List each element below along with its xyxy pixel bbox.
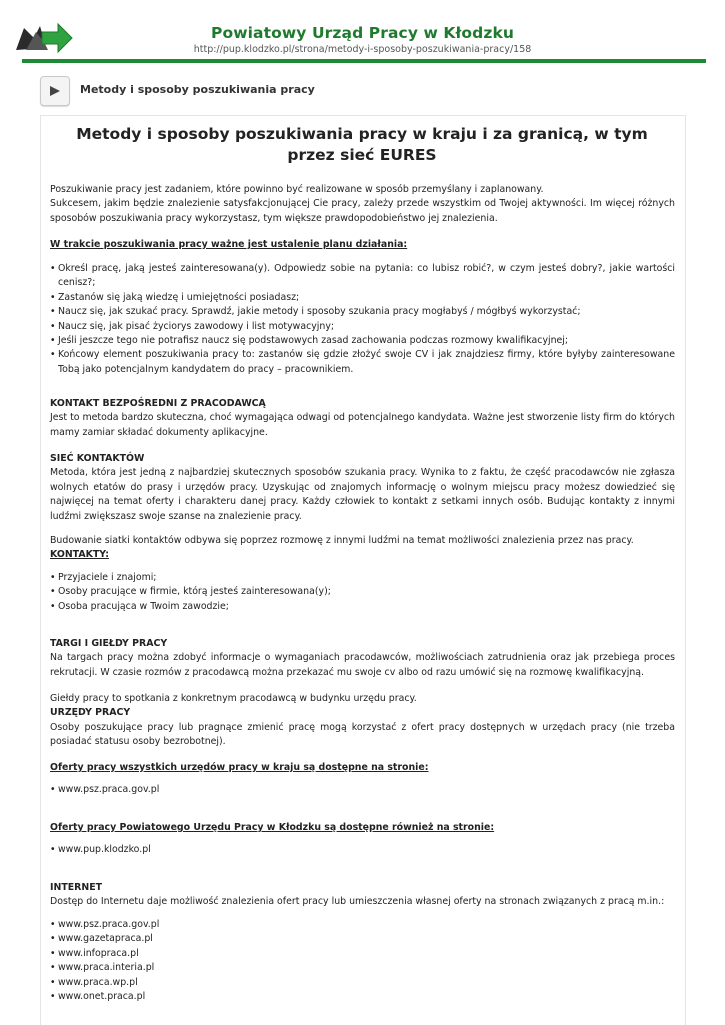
- list-item: • Naucz się, jak szukać pracy. Sprawdź, jakie metody i sposoby szukania pracy mogłabyś / mógłbyś wykorzystać;: [50, 305, 675, 319]
- header-divider: [22, 59, 706, 63]
- intro-section: [50, 183, 675, 226]
- section-paragraph: Metoda, która jest jedną z najbardziej skutecznych sposobów szukania pracy. Wynika to z faktu, że część pracodawców nie zgłasza wolnych etatów do prasy i urzędów pracy. Uzyskując od znajomych informację o wolnym miejscu pracy możesz dowiedzieć się najwięcej na temat oferty i charakteru danej pracy. Każdy człowiek to kontakt z setkami innych osób. Budując kontakty z innymi ludźmi zwiększasz swoje szanse na znalezienie pracy.: [50, 467, 675, 522]
- contacts-heading: KONTAKTY:: [50, 549, 109, 561]
- section-paragraph: Giełdy pracy to spotkania z konkretnym pracodawcą w budynku urzędu pracy.: [50, 693, 417, 704]
- all-offers-list: [50, 783, 675, 797]
- breadcrumb-title: Metody i sposoby poszukiwania pracy: [80, 83, 315, 96]
- plan-section: [50, 238, 675, 252]
- internet-section: [50, 881, 675, 910]
- section-heading: TARGI I GIEŁDY PRACY: [50, 638, 168, 649]
- local-offers-list: [50, 843, 675, 857]
- job-fairs-section: [50, 637, 675, 680]
- direct-contact-section: [50, 397, 675, 440]
- section-paragraph: Dostęp do Internetu daje możliwość znalezienia ofert pracy lub umieszczenia własnej oferty na stronach związanych z pracą m.in.:: [50, 896, 665, 908]
- article-title: Metody i sposoby poszukiwania pracy w kraju i za granicą, w tym przez sieć EURES: [76, 125, 648, 164]
- link-item[interactable]: • www.infopraca.pl: [50, 947, 675, 961]
- list-item: • Zastanów się jaką wiedzę i umiejętności posiadasz;: [50, 291, 675, 305]
- link-item[interactable]: • www.gazetapraca.pl: [50, 932, 675, 946]
- intro-paragraph: Sukcesem, jakim będzie znalezienie satysfakcjonującej Cie pracy, zależy przede wszystkim od Twojej aktywności. Im więcej różnych sposobów poszukiwania pracy wykorzystasz, tym większe prawdopodobieństwo jej znalezienia.: [50, 198, 675, 224]
- section-heading: URZĘDY PRACY: [50, 707, 131, 719]
- link-item[interactable]: • www.psz.praca.gov.pl: [50, 918, 675, 932]
- local-offers-section: [50, 821, 675, 835]
- link-item[interactable]: • www.pup.klodzko.pl: [50, 843, 675, 857]
- link-item[interactable]: • www.praca.interia.pl: [50, 961, 675, 975]
- internet-links-list: [50, 918, 675, 1004]
- network-contacts-section: [50, 534, 675, 563]
- breadcrumb-arrow-button[interactable]: [40, 76, 70, 106]
- link-item[interactable]: • www.praca.wp.pl: [50, 976, 675, 990]
- list-item: • Określ pracę, jaką jesteś zainteresowana(y). Odpowiedz sobie na pytania: co lubisz robić?, w czym jesteś dobry?, jakie wartości cenisz?;: [50, 262, 675, 291]
- list-item: • Przyjaciele i znajomi;: [50, 571, 675, 585]
- network-section: [50, 452, 675, 524]
- section-paragraph: Budowanie siatki kontaktów odbywa się poprzez rozmowę z innymi ludźmi na temat możliwości znalezienia przez nas pracy.: [50, 535, 634, 546]
- site-title[interactable]: Powiatowy Urząd Pracy w Kłodzku: [210, 24, 515, 42]
- all-offers-section: [50, 761, 675, 775]
- section-paragraph: Osoby poszukujące pracy lub pragnące zmienić pracę mogą korzystać z ofert pracy dostępnych w urzędach pracy (nie trzeba posiadać statusu osoby bezrobotnej).: [50, 721, 675, 748]
- list-item: • Jeśli jeszcze tego nie potrafisz naucz się podstawowych zasad zachowania podczas rozmowy kwalifikacyjnej;: [50, 334, 675, 348]
- section-heading: KONTAKT BEZPOŚREDNI Z PRACODAWCĄ: [50, 398, 266, 409]
- list-item: • Końcowy element poszukiwania pracy to: zastanów się gdzie złożyć swoje CV i jak znajdziesz firmy, które byłyby zainteresowane Tobą jako potencjalnym kandydatem do pracy – pracownikiem.: [50, 348, 675, 377]
- section-paragraph: Na targach pracy można zdobyć informacje o wymaganiach pracodawców, możliwościach zatrudnienia oraz jak przebiega proces rekrutacji. W czasie rozmów z pracodawcą można przekazać mu swoje cv albo od razu umówić się na rozmowę kwalifikacyjną.: [50, 652, 675, 678]
- play-arrow-icon: [49, 85, 61, 97]
- list-item: • Osoba pracująca w Twoim zawodzie;: [50, 600, 675, 614]
- link-item[interactable]: • www.onet.praca.pl: [50, 990, 675, 1004]
- page-header: [0, 0, 725, 64]
- list-item: • Osoby pracujące w firmie, którą jesteś zainteresowana(y);: [50, 585, 675, 599]
- page-url[interactable]: http://pup.klodzko.pl/strona/metody-i-sposoby-poszukiwania-pracy/158: [193, 44, 532, 55]
- section-paragraph: Jest to metoda bardzo skuteczna, choć wymagająca odwagi od potencjalnego kandydata. Ważne jest stworzenie listy firm do których mamy zamiar składać dokumenty aplikacyjne.: [50, 412, 675, 438]
- list-item: • Naucz się, jak pisać życiorys zawodowy i list motywacyjny;: [50, 320, 675, 334]
- section-heading: INTERNET: [50, 882, 102, 893]
- plan-heading: W trakcie poszukiwania pracy ważne jest ustalenie planu działania:: [50, 239, 408, 250]
- intro-paragraph: Poszukiwanie pracy jest zadaniem, które powinno być realizowane w sposób przemyślany i zaplanowany.: [50, 184, 544, 195]
- contacts-list: [50, 571, 675, 614]
- plan-list: [50, 262, 675, 377]
- all-offers-heading: Oferty pracy wszystkich urzędów pracy w kraju są dostępne na stronie:: [50, 762, 429, 773]
- job-offices-section: [50, 692, 675, 750]
- link-item[interactable]: • www.psz.praca.gov.pl: [50, 783, 675, 797]
- local-offers-heading: Oferty pracy Powiatowego Urzędu Pracy w Kłodzku są dostępne również na stronie:: [50, 822, 495, 833]
- section-heading: SIEĆ KONTAKTÓW: [50, 453, 145, 464]
